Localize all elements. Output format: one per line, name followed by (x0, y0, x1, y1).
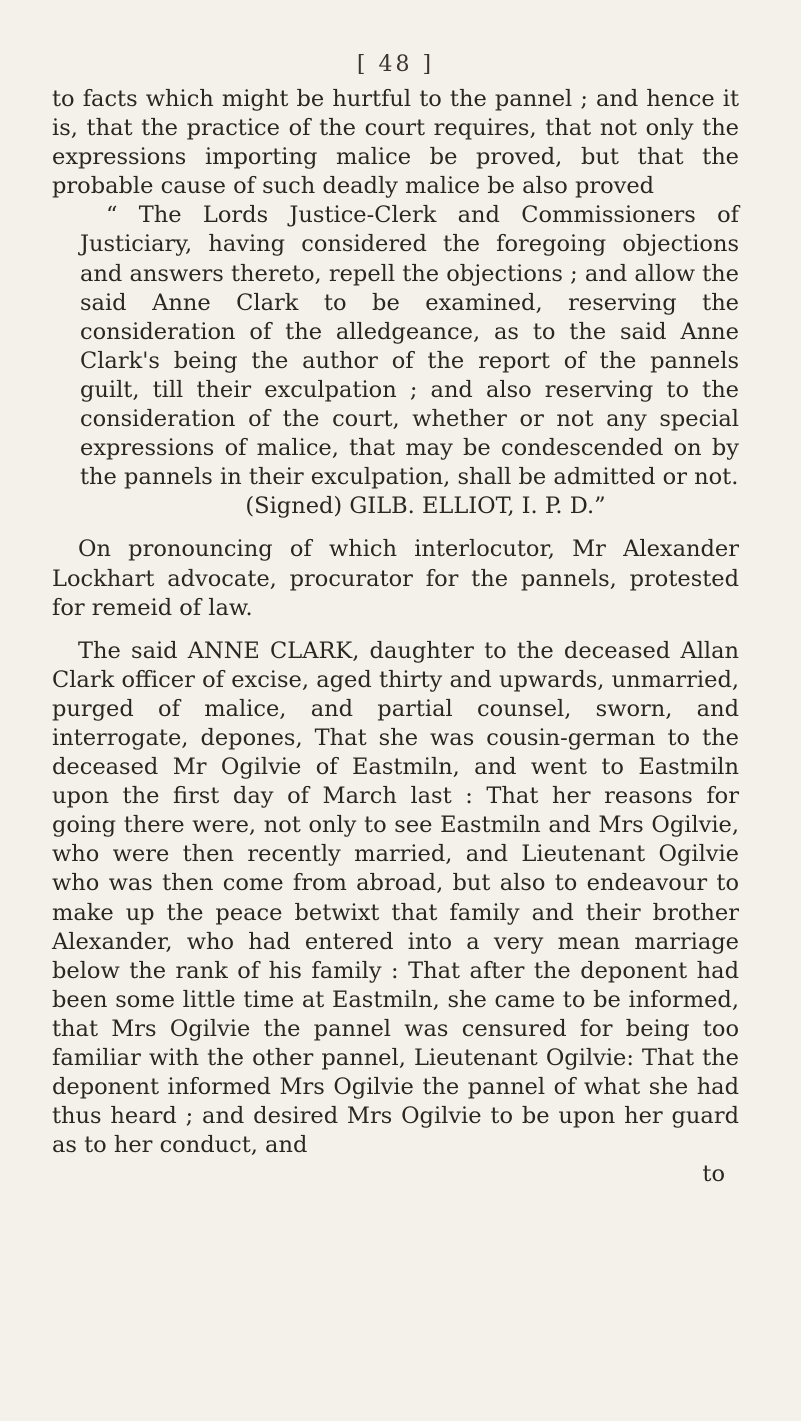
signature-line: (Signed) GILB. ELLIOT, I. P. D.” (245, 493, 606, 520)
paragraph-gap (52, 623, 739, 637)
page-body (52, 85, 739, 1189)
paragraph-gap (52, 521, 739, 535)
paragraph-interlocutor: “ The Lords Justice-Clerk and Commissioners of Justiciary, having considered the foregoing objections and answers thereto, repell the objections ; and allow the said Anne Clark to be examined, reserving the consideration of the alledgeance, as to the said Anne Clark's being the author of the report of the pannels guilt, till their exculpation ; and also reserving to the consideration of the court, whether or not any special expressions of malice, that may be condescended on by the pannels in their exculpation, shall be admitted or not. (80, 202, 739, 491)
catchword: to (702, 1161, 725, 1188)
paragraph-argument: to facts which might be hurtful to the pannel ; and hence it is, that the practice of the court requires, that not only the expressions importing malice be proved, but that the probable cause of such deadly malice be also proved (52, 86, 739, 200)
paragraph-protest: On pronouncing of which interlocutor, Mr Alexander Lockhart advocate, procurator for the pannels, protested for remeid of law. (52, 536, 739, 621)
page-number: [ 48 ] (356, 52, 435, 77)
paragraph-deposition: The said ANNE CLARK, daughter to the deceased Allan Clark officer of excise, aged thirty and upwards, unmarried, purged of malice, and partial counsel, sworn, and interrogate, depones, That she was cousin-german to the deceased Mr Ogilvie of Eastmiln, and went to Eastmiln upon the first day of March last : That her reasons for going there were, not only to see Eastmiln and Mrs Ogilvie, who were then recently married, and Lieutenant Ogilvie who was then come from abroad, but also to endeavour to make up the peace betwixt that family and their brother Alexander, who had entered into a very mean marriage below the rank of his family : That after the deponent had been some little time at Eastmiln, she came to be informed, that Mrs Ogilvie the pannel was censured for being too familiar with the other pannel, Lieutenant Ogilvie: That the deponent informed Mrs Ogilvie the pannel of what she had thus heard ; and desired Mrs Ogilvie to be upon her guard as to her conduct, and (52, 637, 739, 1159)
